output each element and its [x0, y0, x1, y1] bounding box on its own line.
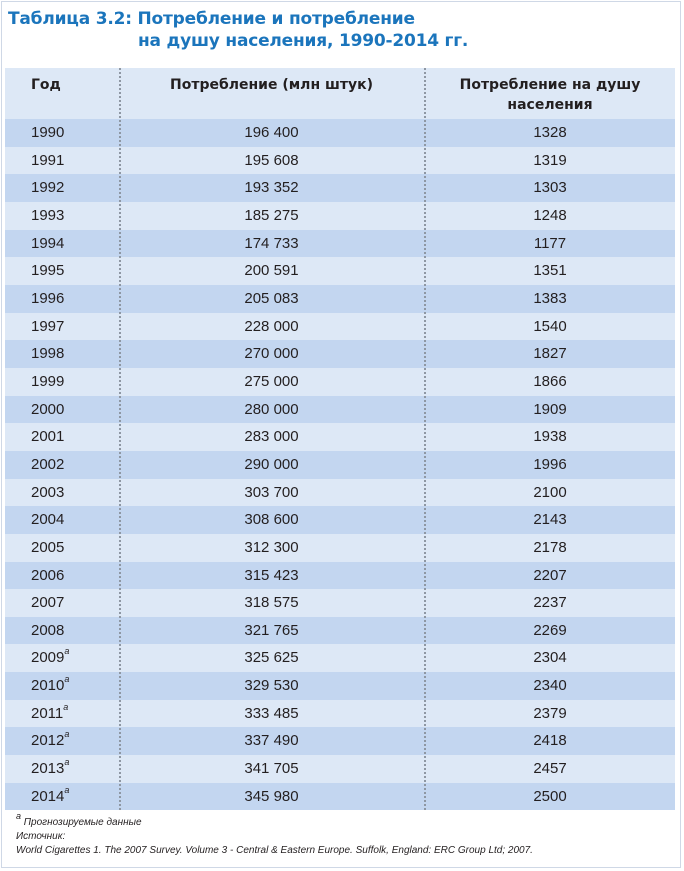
year-value: 1997 — [31, 317, 65, 335]
per-capita-cell: 2178 — [533, 538, 567, 556]
consumption-cell: 228 000 — [244, 317, 299, 335]
year-cell — [5, 451, 118, 479]
table-title — [8, 8, 468, 52]
year-cell — [5, 119, 118, 147]
year-value: 1998 — [31, 345, 65, 363]
column-divider-1 — [119, 68, 121, 810]
forecast-footnote-text: Прогнозируемые данные — [23, 817, 142, 828]
year-cell — [5, 313, 118, 341]
year-cell — [5, 700, 118, 728]
year-value: 2013 — [31, 760, 65, 778]
consumption-cell: 205 083 — [244, 289, 299, 307]
table-header-row — [5, 68, 675, 119]
year-cell — [5, 285, 118, 313]
table-row — [5, 534, 675, 562]
per-capita-cell: 2237 — [533, 594, 567, 612]
year-value: 1991 — [31, 151, 65, 169]
per-capita-cell: 1866 — [533, 372, 567, 390]
table-row — [5, 285, 675, 313]
consumption-cell: 275 000 — [244, 372, 299, 390]
consumption-cell: 321 765 — [244, 621, 299, 639]
table-row — [5, 562, 675, 590]
consumption-cell: 337 490 — [244, 732, 299, 750]
table-title-line-2: на душу населения, 1990-2014 гг. — [138, 31, 469, 51]
table-row — [5, 257, 675, 285]
consumption-cell: 318 575 — [244, 594, 299, 612]
year-value: 2002 — [31, 455, 65, 473]
table-row — [5, 755, 675, 783]
table-row — [5, 672, 675, 700]
year-cell — [5, 672, 118, 700]
year-value: 2009 — [31, 649, 65, 667]
year-value: 1992 — [31, 179, 65, 197]
consumption-cell: 315 423 — [244, 566, 299, 584]
year-value: 2003 — [31, 483, 65, 501]
consumption-cell: 303 700 — [244, 483, 299, 501]
per-capita-cell: 2457 — [533, 760, 567, 778]
year-value: 2004 — [31, 511, 65, 529]
table-row — [5, 589, 675, 617]
forecast-marker: a — [64, 646, 70, 657]
per-capita-cell: 2500 — [533, 787, 567, 805]
consumption-cell: 290 000 — [244, 455, 299, 473]
per-capita-cell: 1383 — [533, 289, 567, 307]
per-capita-cell: 1328 — [533, 124, 567, 141]
per-capita-cell: 1319 — [533, 151, 567, 169]
consumption-cell: 280 000 — [244, 400, 299, 418]
per-capita-cell: 1540 — [533, 317, 567, 335]
consumption-cell: 345 980 — [244, 787, 299, 805]
consumption-cell: 270 000 — [244, 345, 299, 363]
forecast-footnote-marker: a — [16, 810, 22, 821]
forecast-marker: a — [63, 701, 69, 712]
column-divider-2 — [424, 68, 426, 810]
table-row — [5, 313, 675, 341]
year-value: 1993 — [31, 206, 65, 224]
year-cell — [5, 396, 118, 424]
year-value: 2006 — [31, 566, 65, 584]
year-cell — [5, 368, 118, 396]
table-row — [5, 230, 675, 258]
year-cell — [5, 257, 118, 285]
per-capita-cell: 2418 — [533, 732, 567, 750]
year-cell — [5, 755, 118, 783]
consumption-cell: 283 000 — [244, 428, 299, 446]
consumption-cell: 196 400 — [244, 124, 299, 141]
per-capita-cell: 2207 — [533, 566, 567, 584]
per-capita-cell: 1248 — [533, 206, 567, 224]
table-row — [5, 506, 675, 534]
forecast-marker: a — [64, 729, 70, 740]
header-per-capita: Потребление на душу населения — [459, 77, 641, 113]
year-value: 2007 — [31, 594, 65, 612]
table-row — [5, 202, 675, 230]
table-row — [5, 479, 675, 507]
year-cell — [5, 506, 118, 534]
per-capita-cell: 1303 — [533, 179, 567, 197]
table-row — [5, 423, 675, 451]
consumption-cell: 325 625 — [244, 649, 299, 667]
per-capita-cell: 1938 — [533, 428, 567, 446]
year-value: 1994 — [31, 234, 65, 252]
year-cell — [5, 589, 118, 617]
table-row — [5, 451, 675, 479]
year-cell — [5, 174, 118, 202]
per-capita-cell: 2304 — [533, 649, 567, 667]
year-cell — [5, 479, 118, 507]
table-row — [5, 174, 675, 202]
table-row — [5, 727, 675, 755]
per-capita-cell: 2100 — [533, 483, 567, 501]
per-capita-cell: 2379 — [533, 704, 567, 722]
consumption-cell: 312 300 — [244, 538, 299, 556]
consumption-cell: 193 352 — [244, 179, 299, 197]
year-value: 1996 — [31, 289, 65, 307]
year-value: 2000 — [31, 400, 65, 418]
year-cell — [5, 783, 118, 811]
year-cell — [5, 202, 118, 230]
header-year: Год — [31, 77, 61, 93]
year-cell — [5, 617, 118, 645]
table-row — [5, 119, 675, 147]
year-cell — [5, 230, 118, 258]
table-row — [5, 368, 675, 396]
source-text: World Cigarettes 1. The 2007 Survey. Volume 3 - Central & Eastern Europe. Suffolk, England: ERC Group Ltd; 2007. — [16, 845, 533, 856]
source-label: Источник: — [16, 831, 66, 842]
per-capita-cell: 2269 — [533, 621, 567, 639]
per-capita-cell: 1909 — [533, 400, 567, 418]
year-value: 2005 — [31, 538, 65, 556]
table-row — [5, 147, 675, 175]
consumption-cell: 195 608 — [244, 151, 299, 169]
table-title-line-1: Таблица 3.2: Потребление и потребление — [8, 9, 415, 29]
year-value: 2012 — [31, 732, 65, 750]
per-capita-cell: 2143 — [533, 511, 567, 529]
forecast-marker: a — [64, 674, 70, 685]
table-row — [5, 644, 675, 672]
year-value: 2010 — [31, 677, 65, 695]
year-value: 1995 — [31, 262, 65, 280]
year-cell — [5, 644, 118, 672]
year-value: 2001 — [31, 428, 65, 446]
year-cell — [5, 340, 118, 368]
forecast-footnote — [16, 810, 533, 830]
table-row — [5, 700, 675, 728]
per-capita-cell: 1177 — [533, 234, 567, 252]
consumption-cell: 333 485 — [244, 704, 299, 722]
consumption-cell: 341 705 — [244, 760, 299, 778]
table-body — [5, 119, 675, 810]
table-row — [5, 617, 675, 645]
forecast-marker: a — [64, 757, 70, 768]
table-row — [5, 396, 675, 424]
year-cell — [5, 562, 118, 590]
year-value: 2011 — [31, 704, 64, 722]
year-cell — [5, 423, 118, 451]
year-value: 2008 — [31, 621, 65, 639]
table-row — [5, 340, 675, 368]
header-consumption: Потребление (млн штук) — [170, 77, 373, 93]
year-value: 2014 — [31, 787, 65, 805]
consumption-cell: 200 591 — [244, 262, 299, 280]
year-cell — [5, 147, 118, 175]
per-capita-cell: 1996 — [533, 455, 567, 473]
footnotes — [16, 810, 533, 858]
table-row — [5, 783, 675, 811]
consumption-table — [5, 68, 675, 810]
consumption-cell: 174 733 — [244, 234, 299, 252]
year-cell — [5, 727, 118, 755]
per-capita-cell: 2340 — [533, 677, 567, 695]
year-cell — [5, 534, 118, 562]
consumption-cell: 185 275 — [244, 206, 299, 224]
consumption-cell: 308 600 — [244, 511, 299, 529]
year-value: 1999 — [31, 372, 65, 390]
consumption-cell: 329 530 — [244, 677, 299, 695]
year-value: 1990 — [31, 124, 65, 141]
per-capita-cell: 1351 — [533, 262, 567, 280]
per-capita-cell: 1827 — [533, 345, 567, 363]
forecast-marker: a — [64, 784, 70, 795]
